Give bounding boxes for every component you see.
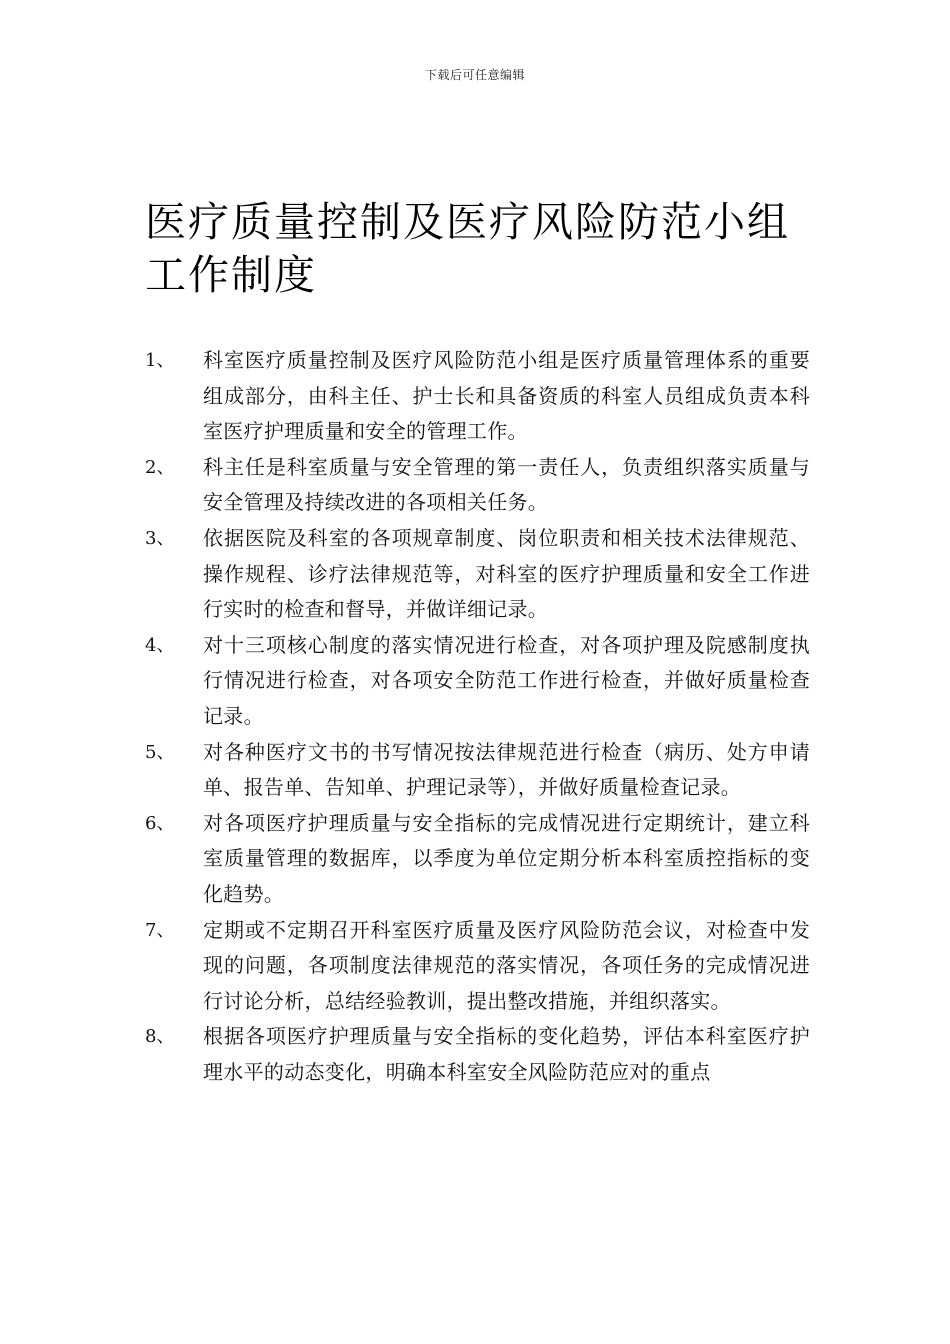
item-number: 7、 — [145, 919, 175, 941]
document-title: 医疗质量控制及医疗风险防范小组工作制度 — [145, 198, 790, 299]
item-number: 5、 — [145, 741, 175, 763]
item-text: 依据医院及科室的各项规章制度、岗位职责和相关技术法律规范、操作规程、诊疗法律规范等，对科室的医疗护理质量和安全工作进行实时的检查和督导，并做详细记录。 — [203, 525, 810, 622]
item-text: 对各种医疗文书的书写情况按法律规范进行检查（病历、处方申请单、报告单、告知单、护理记录等），并做好质量检查记录。 — [203, 739, 810, 800]
item-text: 对十三项核心制度的落实情况进行检查，对各项护理及院感制度执行情况进行检查，对各项安全防范工作进行检查，并做好质量检查记录。 — [203, 632, 810, 728]
list-item — [145, 806, 810, 913]
item-number: 6、 — [145, 812, 175, 834]
list-item — [145, 450, 810, 521]
list-item — [145, 913, 810, 1020]
item-number: 4、 — [145, 634, 175, 656]
list-item — [145, 628, 810, 735]
item-number: 8、 — [145, 1026, 175, 1048]
item-text: 对各项医疗护理质量与安全指标的完成情况进行定期统计，建立科室质量管理的数据库，以季度为单位定期分析本科室质控指标的变化趋势。 — [203, 810, 810, 906]
list-item — [145, 735, 810, 806]
item-text: 科室医疗质量控制及医疗风险防范小组是医疗质量管理体系的重要组成部分，由科主任、护士长和具备资质的科室人员组成负责本科室医疗护理质量和安全的管理工作。 — [203, 348, 810, 444]
list-item — [145, 1019, 810, 1090]
item-number: 3、 — [145, 527, 175, 549]
item-text: 科主任是科室质量与安全管理的第一责任人，负责组织落实质量与安全管理及持续改进的各项相关任务。 — [203, 454, 810, 515]
item-text: 定期或不定期召开科室医疗质量及医疗风险防范会议，对检查中发现的问题，各项制度法律规范的落实情况，各项任务的完成情况进行讨论分析，总结经验教训，提出整改措施，并组织落实。 — [203, 917, 810, 1013]
item-number: 1、 — [145, 350, 175, 371]
list-item — [145, 521, 810, 628]
item-number: 2、 — [145, 456, 175, 478]
item-text: 根据各项医疗护理质量与安全指标的变化趋势，评估本科室医疗护理水平的动态变化，明确本科室安全风险防范应对的重点 — [203, 1024, 810, 1084]
rule-list — [145, 343, 810, 1090]
header-note: 下载后可任意编辑 — [424, 68, 525, 82]
list-item — [145, 343, 810, 450]
